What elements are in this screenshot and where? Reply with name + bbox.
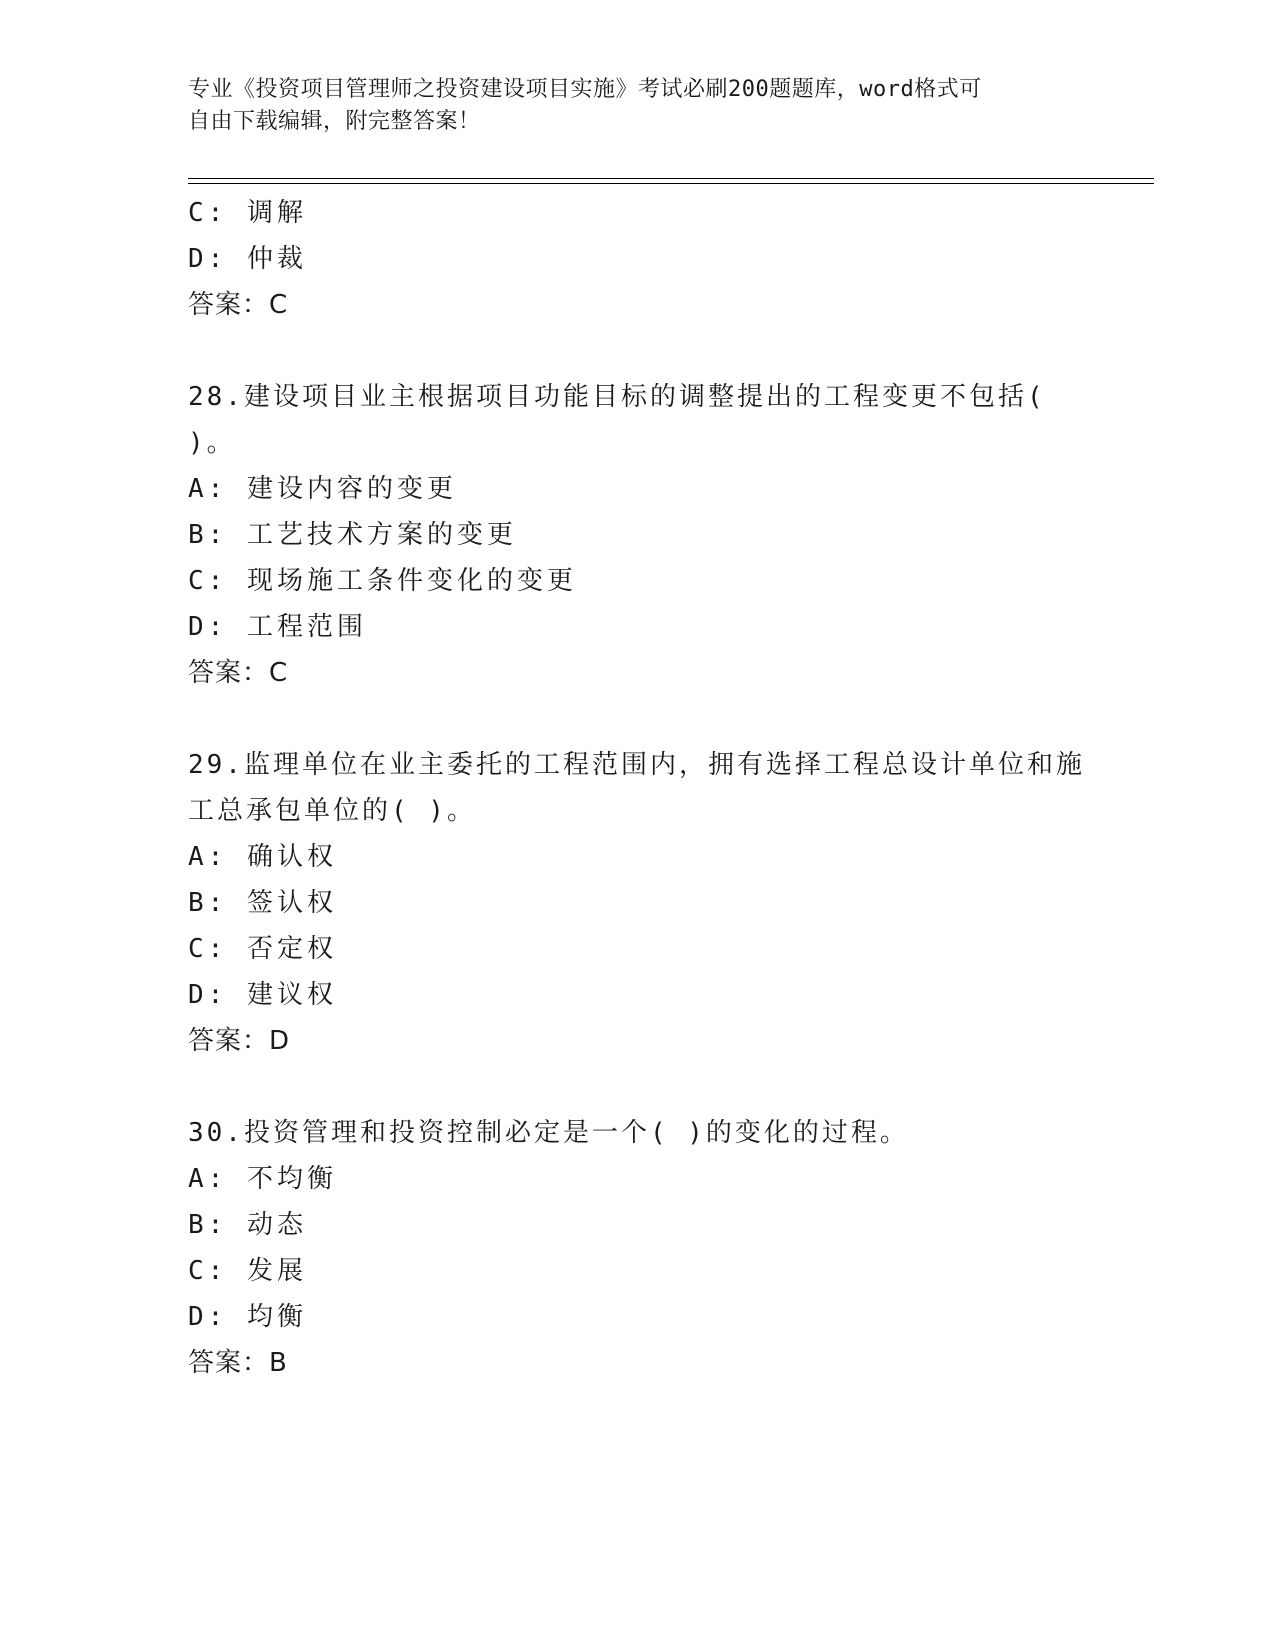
q30-option-d: D: 均衡	[188, 1302, 307, 1332]
q28-answer: 答案：C	[188, 658, 289, 688]
q29-option-b: B: 签认权	[188, 888, 337, 918]
q27-option-c: C: 调解	[188, 198, 307, 228]
header-line-1: 专业《投资项目管理师之投资建设项目实施》考试必刷200题题库，word格式可	[188, 77, 982, 102]
spacer	[188, 328, 1088, 374]
header-line-2: 自由下载编辑，附完整答案！	[188, 109, 481, 134]
q29-answer: 答案：D	[188, 1026, 291, 1056]
header-rule-bottom	[188, 183, 1154, 184]
q30-answer: 答案：B	[188, 1348, 288, 1378]
q27-option-d: D: 仲裁	[188, 244, 307, 274]
q28-option-b: B: 工艺技术方案的变更	[188, 520, 517, 550]
document-body	[188, 190, 1088, 1386]
header-rule-top	[188, 178, 1154, 179]
q29-stem-line-2: 工总承包单位的( )。	[188, 796, 476, 826]
q29-option-a: A: 确认权	[188, 842, 337, 872]
q30-option-b: B: 动态	[188, 1210, 307, 1240]
q27-answer: 答案：C	[188, 290, 289, 320]
q29-stem-line-1: 29.监理单位在业主委托的工程范围内，拥有选择工程总设计单位和施	[188, 750, 1085, 780]
question-28	[188, 374, 1088, 696]
q30-option-c: C: 发展	[188, 1256, 307, 1286]
question-30	[188, 1110, 1088, 1386]
q29-option-c: C: 否定权	[188, 934, 337, 964]
q29-option-d: D: 建议权	[188, 980, 337, 1010]
question-27	[188, 190, 1088, 328]
q28-stem-line-1: 28.建设项目业主根据项目功能目标的调整提出的工程变更不包括(	[188, 382, 1046, 412]
question-29	[188, 742, 1088, 1064]
document-header	[188, 74, 1088, 138]
q30-option-a: A: 不均衡	[188, 1164, 337, 1194]
q28-option-d: D: 工程范围	[188, 612, 367, 642]
q30-stem-line-1: 30.投资管理和投资控制必定是一个( )的变化的过程。	[188, 1118, 909, 1148]
q28-stem-line-2: )。	[188, 428, 236, 458]
q28-option-a: A: 建设内容的变更	[188, 474, 457, 504]
q28-option-c: C: 现场施工条件变化的变更	[188, 566, 577, 596]
spacer	[188, 696, 1088, 742]
spacer	[188, 1064, 1088, 1110]
